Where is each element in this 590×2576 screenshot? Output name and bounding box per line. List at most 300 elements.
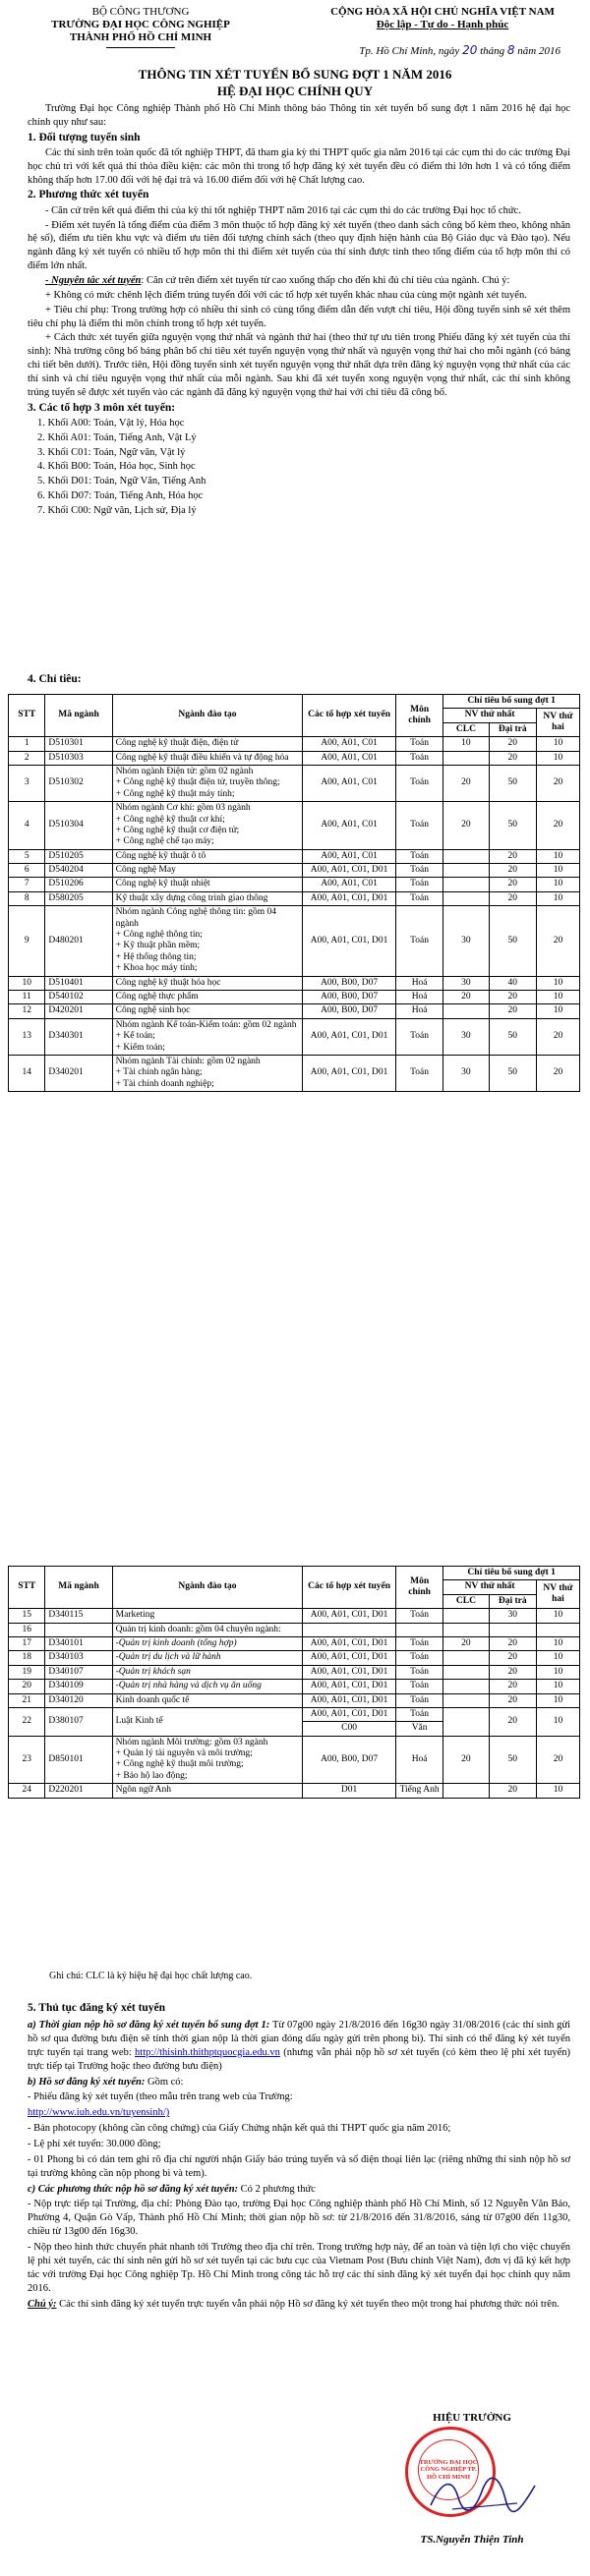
row-datra: 50 (489, 906, 536, 976)
row-datra: 20 (489, 1665, 536, 1679)
table-row (9, 1018, 580, 1055)
section-2-p4: + Không có mức chênh lệch điểm trúng tuyển đối với các tổ hợp xét tuyển khác nhau của cùng một ngành xét tuyển. (45, 289, 527, 301)
row-datra: 20 (489, 1651, 536, 1665)
row-stt: 23 (9, 1736, 45, 1784)
row-program-name (112, 1623, 303, 1636)
row-combos: A00, A01, C01, D01 (303, 1636, 396, 1650)
row-program-name (112, 765, 303, 801)
program-name: Nhóm ngành Điện tử: gồm 02 ngành (115, 766, 254, 776)
row-clc: 20 (443, 802, 489, 850)
row-code: D510301 (45, 737, 112, 751)
row-clc (443, 864, 489, 878)
col-datra: Đại trà (489, 722, 536, 736)
row-stt: 6 (9, 864, 45, 878)
row-clc (443, 878, 489, 891)
row-combos: A00, A01, C01, D01 (303, 1018, 396, 1055)
program-name: Nhóm ngành Công nghệ thông tin: gồm 04 ngành (115, 907, 276, 929)
row-datra (489, 1623, 536, 1636)
combo-item: 7. Khối C00: Ngữ văn, Lịch sử, Địa lý (37, 505, 197, 516)
col-combos: Các tổ hợp xét tuyển (303, 695, 396, 737)
row-main-subject: Toán (395, 802, 442, 850)
row-program-name (112, 1693, 303, 1707)
table-row (9, 878, 580, 891)
row-clc (443, 1004, 489, 1018)
row-combos: A00, A01, C01 (303, 849, 396, 863)
row-combos: A00, A01, C01, D01 (303, 1665, 396, 1679)
row-program-name (112, 802, 303, 850)
row-nv2: 10 (536, 1784, 579, 1798)
section-2-heading: 2. Phương thức xét tuyển (28, 189, 149, 201)
row-nv2: 10 (536, 990, 579, 1003)
row-datra: 20 (489, 1693, 536, 1707)
row-stt: 2 (9, 751, 45, 765)
signature-block (384, 2411, 560, 2568)
section-2-p2: - Điểm xét tuyển là tổng điểm của điểm 3 môn thuộc tổ hợp đăng ký xét tuyển (theo danh sách công bố kèm theo, không nhân hệ số), điểm ưu tiên khu vực và điểm ưu tiên đối tượng chính sách (theo quy định hiện hành của Bộ Giáo dục và Đào tạo). Nếu ngành đăng ký xét tuyển có nhiều tổ hợp môn thi thì điểm xét tuyển của thí sinh được tính theo tổng điểm của tổ hợp môn thi có điểm lớn nhất. (28, 219, 570, 272)
section-2-p5: + Tiêu chí phụ: Trong trường hợp có nhiều thí sinh có cùng tổng điểm dẫn đến vượt chỉ tiêu, Hội đồng tuyển sinh sẽ xét thêm tiêu chí phụ là điểm thi môn chính trong tổ hợp xét tuyển. (28, 304, 570, 329)
row-stt: 7 (9, 878, 45, 891)
row-datra: 20 (489, 990, 536, 1003)
table-row (9, 1784, 580, 1798)
row-combos: A00, A01, C01, D01 (303, 906, 396, 976)
section-3-heading: 3. Các tổ hợp 3 môn xét tuyển: (28, 401, 176, 414)
table-row (9, 1736, 580, 1784)
program-name: Công nghệ kỹ thuật điều khiển và tự động hóa (115, 752, 289, 763)
row-program-name (112, 1609, 303, 1623)
program-name: Công nghệ kỹ thuật ô tô (115, 850, 206, 861)
row-program-name (112, 1784, 303, 1798)
table-row (9, 765, 580, 801)
row-main-subject: Tiếng Anh (395, 1784, 442, 1798)
row-program-name (112, 976, 303, 990)
table-row (9, 1651, 580, 1665)
program-sub-item: + Kế toán; (115, 1031, 155, 1042)
row-stt: 17 (9, 1636, 45, 1650)
row-nv2: 10 (536, 737, 579, 751)
col-main: Môn chính (395, 695, 442, 737)
row-code: D480201 (45, 906, 112, 976)
row-program-name (112, 891, 303, 905)
table-row (9, 891, 580, 905)
row-main-subject: Toán (395, 1609, 442, 1623)
row-nv2: 20 (536, 906, 579, 976)
program-sub-item: + Khoa học máy tính; (115, 963, 198, 974)
table-row (9, 1636, 580, 1650)
row-datra: 50 (489, 1018, 536, 1055)
program-name: Luật Kinh tế (115, 1716, 163, 1727)
row-clc (443, 1609, 489, 1623)
row-datra: 20 (489, 751, 536, 765)
row-code: D580205 (45, 891, 112, 905)
section-5a: a) Thời gian nộp hồ sơ đăng ký xét tuyển bổ sung đợt 1: Từ 07g00 ngày 21/8/2016 đến 16g30 ngày 31/08/2016 (các thí sinh gửi hồ sơ qua đường bưu điện sẽ tính thời gian nộp là thời gian đóng dấu ngày gửi trên phong bì). Thí sinh có thể đăng ký xét tuyển trực tuyến tại trang web: http://thisinh.thithptquocgia.edu.vn (nhưng vẫn phải nộp hồ sơ xét tuyển (có kèm theo lệ phí xét tuyển) trực tiếp tại Trường hoặc theo đường bưu điện) (28, 2020, 570, 2072)
program-name: -Quản trị kinh doanh (tổng hợp) (115, 1637, 237, 1648)
row-code: D540102 (45, 990, 112, 1003)
row-code: D380107 (45, 1707, 112, 1736)
row-main-subject: Toán (395, 906, 442, 976)
row-stt: 22 (9, 1707, 45, 1736)
row-clc (443, 1680, 489, 1693)
program-sub-item: + Công nghệ kỹ thuật máy tính; (115, 788, 235, 799)
row-nv2: 10 (536, 1680, 579, 1693)
row-datra: 20 (489, 1004, 536, 1018)
row-clc: 30 (443, 976, 489, 990)
row-stt: 24 (9, 1784, 45, 1798)
row-nv2: 10 (536, 1609, 579, 1623)
program-name: Công nghệ kỹ thuật hóa học (115, 977, 221, 988)
program-sub-item: + Công nghệ thông tin; (115, 930, 203, 941)
row-stt: 1 (9, 737, 45, 751)
row-stt: 13 (9, 1018, 45, 1055)
form-link[interactable]: http://www.iuh.edu.vn/tuyensinh/) (28, 2107, 170, 2119)
row-stt: 10 (9, 976, 45, 990)
row-stt: 5 (9, 849, 45, 863)
row-combos: A00, A01, C01, D01 (303, 1707, 396, 1721)
program-name: Kinh doanh quốc tế (115, 1694, 190, 1705)
col-nv1: NV thứ nhất (443, 1580, 537, 1594)
col-name: Ngành đào tạo (112, 1567, 303, 1609)
program-sub-item: + Công nghệ kỹ thuật cơ điện tử; (115, 825, 240, 835)
date-month: 8 (506, 43, 515, 57)
row-nv2: 10 (536, 849, 579, 863)
col-code: Mã ngành (45, 1567, 112, 1609)
row-code: D340101 (45, 1636, 112, 1650)
row-datra: 40 (489, 976, 536, 990)
row-combos: A00, A01, C01, D01 (303, 1055, 396, 1091)
combo-item: 3. Khối C01: Toán, Ngữ văn, Vật lý (37, 446, 186, 458)
col-stt: STT (9, 695, 45, 737)
row-clc: 30 (443, 1055, 489, 1091)
row-main-subject: Toán (395, 751, 442, 765)
row-program-name (112, 1665, 303, 1679)
row-nv2: 10 (536, 1707, 579, 1736)
row-datra: 20 (489, 864, 536, 878)
row-program-name (112, 751, 303, 765)
row-clc (443, 1651, 489, 1665)
row-nv2: 10 (536, 976, 579, 990)
col-nv2: NV thứ hai (536, 1580, 579, 1609)
row-code: D510302 (45, 765, 112, 801)
row-program-name (112, 1651, 303, 1665)
col-nv2: NV thứ hai (536, 709, 579, 737)
row-combos: A00, A01, C01 (303, 765, 396, 801)
row-code: D340301 (45, 1018, 112, 1055)
row-combos: A00, A01, C01 (303, 751, 396, 765)
row-stt: 8 (9, 891, 45, 905)
section-5c: c) Các phương thức nộp hồ sơ đăng ký xét tuyển: Có 2 phương thức (28, 2183, 316, 2195)
row-clc: 30 (443, 906, 489, 976)
combo-item: 2. Khối A01: Toán, Tiếng Anh, Vật Lý (37, 431, 197, 443)
row-datra: 20 (489, 878, 536, 891)
row-clc (443, 849, 489, 863)
row-datra: 50 (489, 765, 536, 801)
row-nv2: 20 (536, 1736, 579, 1784)
row-main-subject: Toán (395, 878, 442, 891)
row-clc (443, 1784, 489, 1798)
col-main: Môn chính (395, 1567, 442, 1609)
national-block (315, 6, 570, 31)
row-clc (443, 1693, 489, 1707)
row-program-name (112, 1680, 303, 1693)
row-clc (443, 891, 489, 905)
row-clc: 10 (443, 737, 489, 751)
row-program-name (112, 906, 303, 976)
row-main-subject: Toán (395, 849, 442, 863)
row-combos: A00, A01, C01, D01 (303, 1651, 396, 1665)
section-2-p1: - Căn cứ trên kết quả điểm thi của kỳ thi tốt nghiệp THPT năm 2016 tại các cụm thi do các trường Đại học tổ chức. (45, 204, 521, 216)
row-combos: A00, A01, C01, D01 (303, 1680, 396, 1693)
row-program-name (112, 1707, 303, 1736)
row-nv2: 10 (536, 751, 579, 765)
program-name: Công nghệ sinh học (115, 1005, 191, 1016)
row-combos: A00, A01, C01, D01 (303, 891, 396, 905)
row-code: D510303 (45, 751, 112, 765)
program-name: -Quản trị nhà hàng và dịch vụ ăn uống (115, 1681, 262, 1691)
section-5b-item: - Phiếu đăng ký xét tuyển (theo mẫu trên trang web của Trường: (28, 2091, 293, 2103)
row-program-name (112, 1004, 303, 1018)
quota-table-1-body (9, 737, 580, 1092)
row-clc: 20 (443, 1636, 489, 1650)
program-sub-item: + Tài chính ngân hàng; (115, 1067, 203, 1078)
date-day: 20 (462, 43, 478, 57)
row-datra: 20 (489, 1784, 536, 1798)
row-code: D340107 (45, 1665, 112, 1679)
row-stt: 20 (9, 1680, 45, 1693)
row-main-subject: Hoá (395, 1004, 442, 1018)
row-code: D540204 (45, 864, 112, 878)
program-sub-item: + Bảo hộ lao động; (115, 1770, 188, 1781)
row-combos: A00, B00, D07 (303, 990, 396, 1003)
section-2-p6: + Cách thức xét tuyển giữa nguyện vọng thứ nhất và ngành thứ hai (theo thứ tự ưu tiên trong Phiếu đăng ký xét tuyển của thí sinh): Nhà trường công bố bảng phân bổ chỉ tiêu xét tuyển nguyện vọng thứ nhất và nguyện vọng thứ hai cho mỗi ngành (có bảng chi tiết bên dưới). Trước tiên, Hội đồng tuyển sinh xét tuyển nguyện vọng thứ nhất dựa trên đăng ký nguyện vọng thứ nhất của các thí sinh và chỉ tiêu nguyện vọng thứ nhất của mỗi ngành. Sau khi đã xét tuyển xong nguyện vọng thứ nhất, các thí sinh không trúng tuyển sẽ được xét tuyển vào các ngành đã đăng ký nguyện vọng thứ hai với chỉ tiêu đã công bố. (28, 332, 570, 398)
section-5c-item: - Nộp theo hình thức chuyển phát nhanh tới Trường theo địa chỉ trên. Trong trường hợp này, để an toàn và tiện lợi cho việc chuyển lệ phí xét tuyển, các thí sinh nên gửi hồ sơ xét tuyển tại các bưu cục của Vietnam Post (Bưu chính Việt Nam), đơn vị đã ký kết hợp tác với trường Đại học Công nghiệp Tp. Hồ Chí Minh trong công tác hỗ trợ các thí sinh đăng ký xét tuyển đại học chính quy năm 2016. (28, 2242, 570, 2294)
row-nv2: 20 (536, 1055, 579, 1091)
row-program-name (112, 878, 303, 891)
table-row (9, 864, 580, 878)
row-stt: 12 (9, 1004, 45, 1018)
row-nv2: 10 (536, 1665, 579, 1679)
row-nv2: 20 (536, 765, 579, 801)
row-nv2: 10 (536, 878, 579, 891)
program-sub-item: + Quản lý tài nguyên và môi trường; (115, 1748, 253, 1759)
table-row (9, 1693, 580, 1707)
row-nv2: 20 (536, 802, 579, 850)
row-combos: D01 (303, 1784, 396, 1798)
document-title: THÔNG TIN XÉT TUYỂN BỔ SUNG ĐỢT 1 NĂM 2016 HỆ ĐẠI HỌC CHÍNH QUY (138, 67, 452, 98)
row-stt: 4 (9, 802, 45, 850)
row-program-name (112, 1636, 303, 1650)
row-datra: 30 (489, 1609, 536, 1623)
row-code: D510401 (45, 976, 112, 990)
row-main-subject: Toán (395, 1707, 442, 1721)
row-nv2: 10 (536, 891, 579, 905)
section-5c-item: - Nộp trực tiếp tại Trường, địa chỉ: Phòng Đào tạo, trường Đại học Công nghiệp thành phố Hồ Chí Minh, số 12 Nguyễn Văn Bảo, Phường 4, Quận Gò Vấp, Thành phố Hồ Chí Minh; thời gian nộp hồ sơ: từ 21/8/2016 đến 31/8/2016, sáng từ 07g00 đến 11g30, chiều từ 13g00 đến 16g30. (28, 2199, 570, 2238)
row-combos: A00, B00, D07 (303, 1736, 396, 1784)
registration-link[interactable]: http://thisinh.thithptquocgia.edu.vn (135, 2046, 280, 2058)
table-row (9, 1707, 580, 1721)
row-code (45, 1623, 112, 1636)
warning-note: Chú ý: Các thí sinh đăng ký xét tuyển trực tuyến vẫn phải nộp Hồ sơ đăng ký xét tuyển theo một trong hai phương thức nói trên. (28, 2298, 560, 2310)
country-name: CỘNG HÒA XÃ HỘI CHỦ NGHĨA VIỆT NAM (330, 6, 555, 18)
row-main-subject: Hoá (395, 976, 442, 990)
col-datra: Đại trà (489, 1594, 536, 1608)
program-name: Công nghệ kỹ thuật điện, điện tử (115, 738, 239, 749)
program-name: Nhóm ngành Kế toán-Kiểm toán: gồm 02 ngành (115, 1019, 297, 1030)
seal-text: TRƯỜNG ĐẠI HỌC CÔNG NGHIỆP TP. HỒ CHÍ MINH (418, 2439, 479, 2500)
row-code: D850101 (45, 1736, 112, 1784)
row-stt: 3 (9, 765, 45, 801)
row-clc: 20 (443, 765, 489, 801)
row-program-name (112, 864, 303, 878)
section-5-heading: 5. Thủ tục đăng ký xét tuyển (28, 2002, 166, 2014)
row-datra: 50 (489, 1055, 536, 1091)
quota-table-1 (8, 694, 580, 1092)
section-5b-item: - 01 Phong bì có dán tem ghi rõ địa chỉ người nhận Giấy báo trúng tuyển và số điện thoại liên lạc (riêng những thí sinh nộp hồ sơ tại trường không cần nộp phong bì và tem). (28, 2153, 570, 2179)
program-sub-item: + Kiểm toán; (115, 1042, 165, 1053)
section-5b-item: - Bản photocopy (không cần công chứng) của Giấy Chứng nhận kết quả thi THPT quốc gia năm 2016; (28, 2123, 451, 2135)
row-main-subject: Toán (395, 737, 442, 751)
table-row (9, 1623, 580, 1636)
combo-item: 4. Khối B00: Toán, Hóa học, Sinh học (37, 461, 196, 473)
row-combos: A00, A01, C01, D01 (303, 864, 396, 878)
row-main-subject: Toán (395, 1665, 442, 1679)
row-clc (443, 751, 489, 765)
row-main-subject: Toán (395, 1651, 442, 1665)
table-row (9, 906, 580, 976)
row-code: D340201 (45, 1055, 112, 1091)
combo-list (28, 417, 570, 518)
row-clc (443, 1665, 489, 1679)
table-row (9, 802, 580, 850)
row-program-name (112, 1736, 303, 1784)
row-code: D340115 (45, 1609, 112, 1623)
row-program-name (112, 737, 303, 751)
table-row (9, 737, 580, 751)
row-stt: 21 (9, 1693, 45, 1707)
row-nv2: 10 (536, 1651, 579, 1665)
col-name: Ngành đào tạo (112, 695, 303, 737)
row-code: D510206 (45, 878, 112, 891)
row-main-subject: Toán (395, 1636, 442, 1650)
row-main-subject: Toán (395, 1680, 442, 1693)
ministry-name: BỘ CÔNG THƯƠNG (91, 6, 190, 18)
row-program-name (112, 990, 303, 1003)
section-4-heading: 4. Chỉ tiêu: (28, 673, 82, 685)
row-combos: A00, A01, C01 (303, 802, 396, 850)
program-name: Quản trị kinh doanh: gồm 04 chuyên ngành: (115, 1624, 281, 1634)
combo-item: 5. Khối D01: Toán, Ngữ Văn, Tiếng Anh (37, 476, 206, 487)
program-sub-item: + Công nghệ chế tạo máy; (115, 836, 214, 847)
signer-title: HIỆU TRƯỞNG (433, 2412, 511, 2424)
header-rule (106, 47, 175, 48)
row-combos: A00, A01, C01 (303, 878, 396, 891)
program-name: -Quản trị khách sạn (115, 1666, 191, 1677)
row-code: D220201 (45, 1784, 112, 1798)
program-name: Ngôn ngữ Anh (115, 1785, 171, 1796)
row-clc: 30 (443, 1018, 489, 1055)
program-sub-item: + Công nghệ kỹ thuật điện tử, truyền thông; (115, 777, 280, 788)
row-code: D510304 (45, 802, 112, 850)
program-sub-item: + Công nghệ kỹ thuật môi trường; (115, 1759, 244, 1770)
row-nv2: 10 (536, 1004, 579, 1018)
program-sub-item: + Kỹ thuật phần mềm; (115, 941, 201, 951)
row-combos: A00, A01, C01, D01 (303, 1609, 396, 1623)
program-sub-item: + Tài chính doanh nghiệp; (115, 1078, 214, 1089)
row-stt: 15 (9, 1609, 45, 1623)
table-note: Ghi chú: CLC là ký hiệu hệ đại học chất lượng cao. (49, 1971, 253, 1981)
table-row (9, 1680, 580, 1693)
row-program-name (112, 1018, 303, 1055)
document-body-part2 (28, 2001, 570, 2313)
col-clc: CLC (443, 722, 489, 736)
school-name-line1: TRƯỜNG ĐẠI HỌC CÔNG NGHIỆP (51, 19, 230, 31)
program-name: Kỹ thuật xây dựng công trình giao thông (115, 892, 268, 903)
program-name: Công nghệ kỹ thuật nhiệt (115, 879, 210, 889)
program-sub-item: + Hệ thống thông tin; (115, 951, 197, 962)
row-combos: A00, A01, C01 (303, 737, 396, 751)
row-program-name (112, 1055, 303, 1091)
row-program-name (112, 849, 303, 863)
row-combos: A00, B00, D07 (303, 1004, 396, 1018)
row-datra: 50 (489, 802, 536, 850)
table-row (9, 751, 580, 765)
table-row (9, 849, 580, 863)
row-main-subject: Văn (395, 1722, 442, 1736)
section-5b-item: - Lệ phí xét tuyển: 30.000 đồng; (28, 2139, 161, 2150)
row-combos (303, 1623, 396, 1636)
row-stt: 9 (9, 906, 45, 976)
col-clc: CLC (443, 1594, 489, 1608)
row-stt: 14 (9, 1055, 45, 1091)
row-datra: 20 (489, 1680, 536, 1693)
program-name: Nhóm ngành Cơ khí: gồm 03 ngành (115, 803, 251, 814)
col-code: Mã ngành (45, 695, 112, 737)
row-stt: 19 (9, 1665, 45, 1679)
col-quota: Chỉ tiêu bổ sung đợt 1 (443, 695, 580, 709)
row-main-subject: Toán (395, 864, 442, 878)
row-nv2: 10 (536, 864, 579, 878)
row-main-subject (395, 1623, 442, 1636)
row-code: D340103 (45, 1651, 112, 1665)
program-name: Công nghệ May (115, 865, 176, 876)
row-nv2: 10 (536, 1693, 579, 1707)
table-row (9, 1665, 580, 1679)
program-name: Marketing (115, 1610, 155, 1621)
col-stt: STT (9, 1567, 45, 1609)
table-row (9, 1055, 580, 1091)
section-5b: b) Hồ sơ đăng ký xét tuyển: Gồm có: (28, 2076, 184, 2088)
table-row (9, 976, 580, 990)
row-main-subject: Hoá (395, 1736, 442, 1784)
program-name: Nhóm ngành Tài chính: gồm 02 ngành (115, 1056, 261, 1066)
section-1-heading: 1. Đối tượng tuyển sinh (28, 131, 141, 143)
row-datra: 20 (489, 891, 536, 905)
row-datra: 20 (489, 1707, 536, 1736)
row-datra: 50 (489, 1736, 536, 1784)
row-stt: 11 (9, 990, 45, 1003)
national-motto: Độc lập - Tự do - Hạnh phúc (376, 19, 509, 31)
table-row (9, 990, 580, 1003)
signer-name: TS.Nguyễn Thiện Tinh (420, 2534, 524, 2546)
row-code: D420201 (45, 1004, 112, 1018)
col-nv1: NV thứ nhất (443, 709, 537, 722)
row-combos: C00 (303, 1722, 396, 1736)
program-name: Nhóm ngành Môi trường: gồm 03 ngành (115, 1737, 268, 1747)
row-code: D510205 (45, 849, 112, 863)
section-1-text: Các thí sinh trên toàn quốc đã tốt nghiệp THPT, đã tham gia kỳ thi THPT quốc gia năm 2016 tại các cụm thi do các trường Đại học chủ trì với kết quả thi thỏa điều kiện: các môn thi trong tổ hợp đăng ký xét tuyển đều có điểm thi lớn hơn 1 và có tổng điểm không thấp hơn 17.00 đối với hệ đại trà và 16.00 điểm đối với hệ Chất lượng cao. (28, 146, 570, 186)
document-body-part1 (28, 102, 570, 519)
program-name: Công nghệ thực phẩm (115, 991, 199, 1002)
row-clc: 20 (443, 1736, 489, 1784)
row-main-subject: Toán (395, 891, 442, 905)
intro-paragraph: Trường Đại học Công nghiệp Thành phố Hồ Chí Minh thông báo Thông tin xét tuyển bổ sung đợt 1 năm 2016 hệ đại học chính quy như sau: (28, 103, 570, 128)
